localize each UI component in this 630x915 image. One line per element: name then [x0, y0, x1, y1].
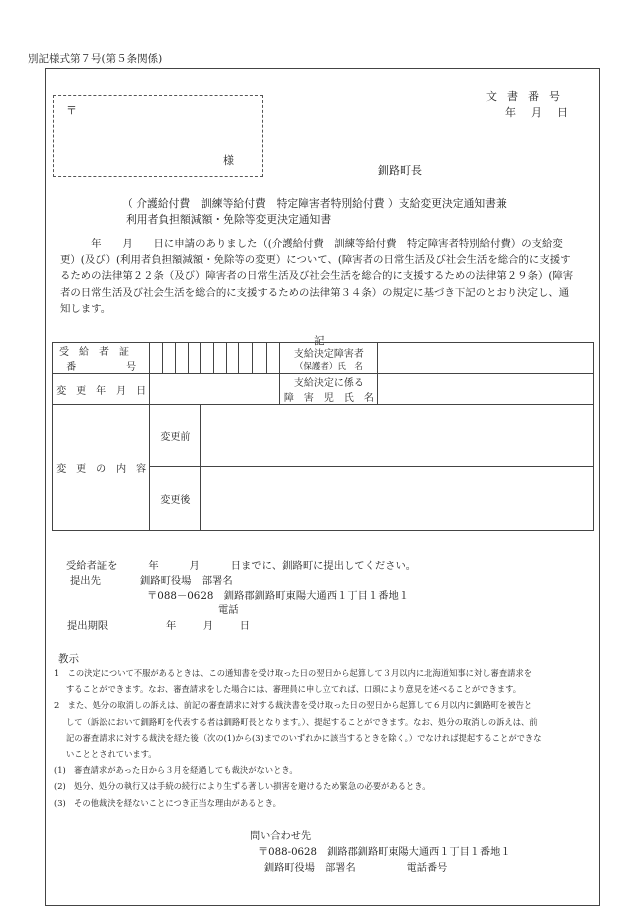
after-field[interactable] [201, 467, 594, 531]
beneficiary-label: 支給決定障害者 （保護者）氏 名 [280, 343, 378, 374]
cert-digit-cell[interactable] [214, 343, 227, 374]
table-row [53, 343, 594, 374]
note-line: (3) その他裁決を経ないことにつき正当な理由があるとき。 [54, 797, 281, 808]
note-line: 記の審査請求に対する裁決を経た後（次の(1)から(3)までのいずれかに該当するときを除く。）でなければ提起することができな [66, 732, 542, 743]
cert-digit-cell[interactable] [253, 343, 267, 374]
note-line: いこととされています。 [66, 749, 157, 760]
cert-digit-cell[interactable] [226, 343, 239, 374]
submission-instruction: 受給者証を 年 月 日までに、釧路町に提出してください。 [66, 560, 417, 572]
submission-phone: 電話 [218, 604, 239, 616]
cert-digit-cell[interactable] [266, 343, 280, 374]
cert-digit-cell[interactable] [188, 343, 201, 374]
body-line: 知します。 [60, 302, 112, 315]
decision-table [52, 342, 594, 531]
note-line: (1) 審査請求があった日から３月を経過しても裁決がないとき。 [54, 765, 298, 776]
cert-digit-cell[interactable] [239, 343, 253, 374]
document-number-label: 文書番号 [486, 90, 570, 103]
before-label: 変更前 [150, 405, 201, 467]
body-line: 年 月 日に申請のありました（(介護給付費 訓練等給付費 特定障害者特別給付費）の支給変 [60, 238, 563, 250]
note-line: して（訴訟において釧路町を代表する者は釧路町長となります。）、提起することができます。なお、処分の取消しの訴えは、前 [66, 716, 538, 727]
change-content-label: 変 更 の 内 容 [53, 405, 150, 531]
note-line: することができます。なお、審査請求をした場合には、審理員に申し立てれば、口頭により意見を述べることができます。 [66, 684, 522, 695]
postal-mark: 〒 [66, 104, 77, 117]
recipient-cert-label: 受 給 者 証 番 号 [53, 343, 150, 374]
child-name-field[interactable] [378, 374, 594, 405]
ki-marker: 記 [314, 335, 325, 347]
before-field[interactable] [201, 405, 594, 467]
document-date: 年 月 日 [505, 106, 570, 119]
change-date-label: 変 更 年 月 日 [53, 374, 150, 405]
submission-destination-label: 提出先 [70, 575, 101, 587]
child-name-label: 支給決定に係る 障 害 児 氏 名 [280, 374, 378, 405]
submission-deadline-label: 提出期限 [67, 620, 109, 632]
after-label: 変更後 [150, 467, 201, 531]
note-line: 2 また、処分の取消しの訴えは、前記の審査請求に対する裁決書を受け取った日の翌日から起算して６月以内に釧路町を被告と [54, 700, 533, 711]
body-line: 者の日常生活及び社会生活を総合的に支援するための法律第３４条）の規定に基づき下記のとおり決定し、通 [60, 286, 570, 299]
notice-body [60, 236, 590, 317]
cert-digit-cell[interactable] [150, 343, 163, 374]
contact-office-phone: 釧路町役場 部署名 電話番号 [264, 863, 448, 874]
table-row [53, 374, 594, 405]
body-line: るための法律第２２条（及び）障害者の日常生活及び社会生活を総合的に支援するための法律第２９条）(障害 [60, 270, 574, 283]
note-line: 1 この決定について不服があるときは、この通知書を受け取った日の翌日から起算して３月以内に北海道知事に対し審査請求を [54, 668, 533, 678]
submission-deadline-value: 年 月 日 [166, 620, 253, 632]
issuer-name: 釧路町長 [378, 164, 422, 177]
note-line: (2) 処分、処分の執行又は手続の続行により生ずる著しい損害を避けるため緊急の必要があるとき。 [54, 781, 431, 792]
submission-office: 釧路町役場 部署名 [140, 575, 233, 587]
body-line: 更）(及び）(利用者負担額減額・免除等の変更）について、(障害者の日常生活及び社会生活を総合的に支援す [60, 254, 571, 267]
beneficiary-name-field[interactable] [378, 343, 594, 374]
cert-digit-cell[interactable] [163, 343, 176, 374]
cert-digit-cell[interactable] [201, 343, 214, 374]
form-number: 別記様式第７号(第５条関係) [28, 53, 163, 65]
notes-title: 教示 [58, 653, 79, 665]
notice-title-line2: 利用者負担額減額・免除等変更決定通知書 [126, 213, 332, 226]
table-row [53, 405, 594, 467]
contact-label: 問い合わせ先 [250, 831, 312, 842]
contact-address: 〒088-0628 釧路郡釧路町東陽大通西１丁目１番地１ [258, 847, 511, 858]
notes-list [54, 665, 594, 811]
submission-address: 〒088－0628 釧路郡釧路町東陽大通西１丁目１番地１ [147, 590, 410, 602]
recipient-suffix: 様 [223, 154, 234, 167]
cert-digit-cell[interactable] [175, 343, 188, 374]
change-date-field[interactable] [150, 374, 280, 405]
notice-title-line1: （ 介護給付費 訓練等給付費 特定障害者特別給付費 ）支給変更決定通知書兼 [122, 197, 507, 210]
